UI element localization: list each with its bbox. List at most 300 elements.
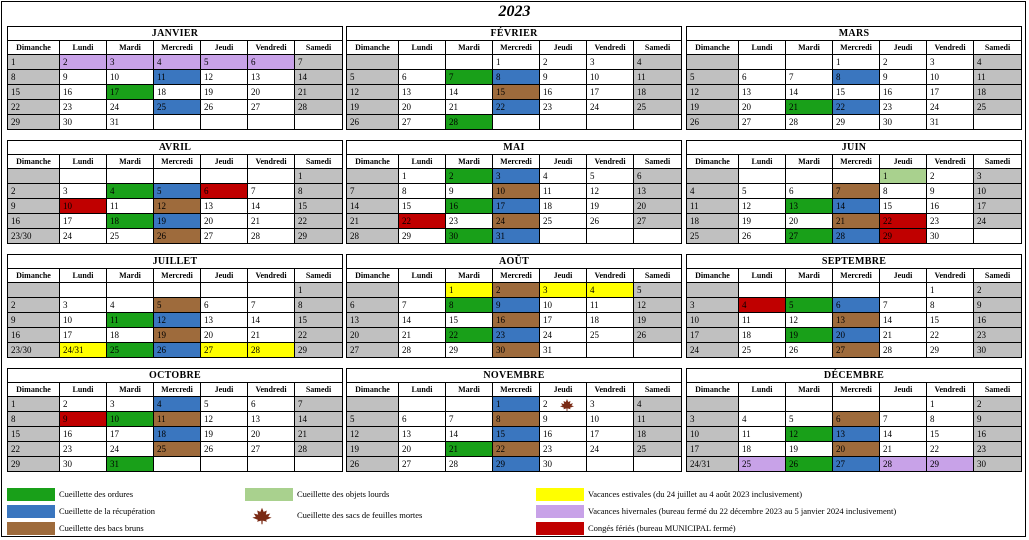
day-cell: 18 [634,427,682,442]
day-cell: 25 [634,100,682,115]
week-row [687,328,1022,343]
day-cell: 1 [493,397,540,412]
empty-cell [60,283,107,298]
day-cell: 11 [739,427,786,442]
day-cell: 24 [540,328,587,343]
weekday-header: Jeudi [201,383,248,397]
day-cell: 5 [587,169,634,184]
week-row [687,70,1022,85]
day-cell: 17 [587,85,634,100]
day-cell: 8 [295,298,343,313]
day-cell: 25 [107,229,154,244]
day-cell: 30 [446,229,493,244]
weekday-header: Jeudi [201,269,248,283]
weekday-header: Dimanche [687,383,739,397]
weekday-header: Lundi [60,269,107,283]
empty-cell [248,115,295,130]
day-cell: 18 [739,328,786,343]
day-cell: 8 [295,184,343,199]
day-cell: 7 [880,298,927,313]
weekday-header: Vendredi [927,155,974,169]
day-cell: 22 [927,442,974,457]
day-cell: 12 [587,184,634,199]
day-cell: 2 [493,283,540,298]
day-cell: 19 [587,199,634,214]
day-cell: 15 [493,85,540,100]
day-cell: 8 [833,70,880,85]
day-cell: 6 [201,298,248,313]
day-cell: 27 [739,115,786,130]
day-cell: 12 [154,199,201,214]
week-row [347,184,682,199]
week-row [8,85,343,100]
day-cell: 28 [880,343,927,358]
weekday-header: Mercredi [833,41,880,55]
week-row [8,397,343,412]
empty-cell [540,115,587,130]
day-cell: 26 [154,229,201,244]
weekday-header: Mardi [786,383,833,397]
day-cell: 16 [8,328,60,343]
empty-cell [60,169,107,184]
weekday-header: Jeudi [540,155,587,169]
day-cell: 25 [739,457,786,472]
month-title: SEPTEMBRE [687,255,1022,269]
week-row [687,412,1022,427]
day-cell: 19 [347,442,399,457]
empty-cell [347,169,399,184]
day-cell: 2 [974,283,1022,298]
day-cell: 28 [248,343,295,358]
day-cell: 3 [927,55,974,70]
day-cell: 21 [248,214,295,229]
day-cell: 12 [739,199,786,214]
weekday-header: Lundi [739,383,786,397]
day-cell: 17 [687,328,739,343]
legend-label: Cueillette des bacs bruns [59,523,144,533]
day-cell: 30 [974,457,1022,472]
day-cell: 11 [540,184,587,199]
day-cell: 26 [201,100,248,115]
day-cell: 13 [399,427,446,442]
empty-cell [587,457,634,472]
weekday-header: Vendredi [587,383,634,397]
empty-cell [493,115,540,130]
day-cell: 24 [927,100,974,115]
weekday-header: Mardi [786,41,833,55]
empty-cell [739,55,786,70]
day-cell: 16 [60,85,107,100]
day-cell: 19 [154,214,201,229]
empty-cell [540,229,587,244]
day-cell: 9 [880,70,927,85]
month-avril [7,140,342,244]
day-cell: 10 [687,427,739,442]
day-cell: 29 [927,343,974,358]
legend-swatch [7,522,55,535]
day-cell: 13 [347,313,399,328]
day-cell: 14 [880,427,927,442]
day-cell: 18 [634,85,682,100]
day-cell: 17 [107,427,154,442]
day-cell: 29 [8,457,60,472]
day-cell: 30 [493,343,540,358]
empty-cell [201,115,248,130]
day-cell: 12 [201,70,248,85]
day-cell: 20 [833,328,880,343]
day-cell: 14 [248,199,295,214]
weekday-header: Lundi [399,383,446,397]
day-cell: 11 [739,313,786,328]
day-cell: 20 [634,199,682,214]
day-cell: 25 [687,229,739,244]
empty-cell [786,169,833,184]
day-cell: 11 [587,298,634,313]
month-mai [346,140,681,244]
day-cell: 21 [786,100,833,115]
day-cell: 1 [8,397,60,412]
day-cell: 1 [399,169,446,184]
week-row [687,85,1022,100]
day-cell: 9 [8,199,60,214]
day-cell: 26 [786,343,833,358]
day-cell: 10 [687,313,739,328]
day-cell: 22 [399,214,446,229]
day-cell: 13 [399,85,446,100]
day-cell: 14 [786,85,833,100]
day-cell: 29 [880,229,927,244]
empty-cell [587,229,634,244]
empty-cell [786,55,833,70]
empty-cell [587,343,634,358]
legend-label: Cueillette de la récupération [59,506,156,516]
day-cell: 26 [634,328,682,343]
weekday-header: Vendredi [927,269,974,283]
day-cell: 20 [347,328,399,343]
day-cell: 1 [927,397,974,412]
day-cell: 14 [295,70,343,85]
day-cell: 22 [880,214,927,229]
day-cell: 10 [60,313,107,328]
day-cell: 3 [493,169,540,184]
day-cell: 30 [540,457,587,472]
day-cell: 28 [399,343,446,358]
day-cell: 17 [107,85,154,100]
day-cell: 9 [974,412,1022,427]
day-cell: 24 [107,100,154,115]
month-fevrier [346,26,681,130]
week-row [687,214,1022,229]
day-cell: 21 [399,328,446,343]
day-cell: 2 [540,55,587,70]
day-cell: 28 [880,457,927,472]
day-cell: 6 [739,70,786,85]
day-cell: 9 [60,70,107,85]
empty-cell [8,169,60,184]
week-row [347,412,682,427]
week-row [8,442,343,457]
day-cell: 6 [399,70,446,85]
day-cell: 10 [107,70,154,85]
day-cell: 11 [154,412,201,427]
weekday-header: Lundi [60,383,107,397]
day-cell: 16 [927,199,974,214]
day-cell: 4 [107,298,154,313]
month-title: NOVEMBRE [347,369,682,383]
day-cell: 12 [154,313,201,328]
day-cell: 16 [60,427,107,442]
week-row [687,115,1022,130]
day-cell: 12 [201,412,248,427]
legend-label: Cueillette des objets lourds [297,489,390,499]
day-cell: 15 [493,427,540,442]
month-title: AVRIL [8,141,343,155]
weekday-header: Dimanche [347,41,399,55]
week-row [8,169,343,184]
day-cell: 1 [833,55,880,70]
weekday-header: Lundi [739,155,786,169]
day-cell: 24 [974,214,1022,229]
week-row [8,298,343,313]
weekday-header: Vendredi [587,269,634,283]
day-cell: 22 [8,100,60,115]
week-row [347,55,682,70]
day-cell: 14 [833,199,880,214]
day-cell: 18 [687,214,739,229]
day-cell: 23 [446,214,493,229]
weekday-header: Dimanche [687,41,739,55]
empty-cell [107,283,154,298]
week-row [347,328,682,343]
day-cell: 25 [107,343,154,358]
day-cell: 21 [248,328,295,343]
day-cell: 4 [540,169,587,184]
week-row [8,70,343,85]
day-cell: 21 [833,214,880,229]
day-cell: 30 [927,229,974,244]
day-cell: 18 [739,442,786,457]
day-cell: 3 [540,283,587,298]
empty-cell [446,397,493,412]
day-cell: 1 [493,55,540,70]
day-cell: 17 [927,85,974,100]
weekday-header: Mardi [107,383,154,397]
day-cell: 15 [295,313,343,328]
week-row [8,412,343,427]
week-row [8,343,343,358]
day-cell: 19 [347,100,399,115]
day-cell: 7 [347,184,399,199]
day-cell: 22 [8,442,60,457]
day-cell: 22 [493,100,540,115]
day-cell: 19 [786,328,833,343]
day-cell: 1 [880,169,927,184]
legend-swatch [245,488,293,501]
month-title: DÉCEMBRE [687,369,1022,383]
week-row [8,115,343,130]
day-cell: 28 [446,457,493,472]
day-cell: 6 [634,169,682,184]
weekday-header: Lundi [739,269,786,283]
day-cell: 16 [540,427,587,442]
day-cell: 13 [786,199,833,214]
day-cell: 24 [493,214,540,229]
week-row [347,169,682,184]
week-row [687,184,1022,199]
weekday-header: Mercredi [154,383,201,397]
day-cell: 24 [107,442,154,457]
day-cell: 27 [201,343,248,358]
day-cell: 5 [634,283,682,298]
weekday-header: Samedi [634,155,682,169]
week-row [8,427,343,442]
day-cell: 23 [540,100,587,115]
weekday-header: Jeudi [880,155,927,169]
day-cell: 13 [201,313,248,328]
weekday-header: Vendredi [587,155,634,169]
weekday-header: Dimanche [347,383,399,397]
day-cell: 27 [786,229,833,244]
day-cell: 4 [587,283,634,298]
day-cell: 8 [880,184,927,199]
day-cell: 22 [833,100,880,115]
day-cell: 20 [399,100,446,115]
day-cell: 14 [399,313,446,328]
empty-cell [786,397,833,412]
day-cell: 21 [347,214,399,229]
day-cell: 21 [880,442,927,457]
day-cell: 7 [248,298,295,313]
day-cell: 28 [248,229,295,244]
day-cell: 7 [880,412,927,427]
day-cell: 27 [399,457,446,472]
weekday-header: Dimanche [8,269,60,283]
weekday-header: Dimanche [687,155,739,169]
day-cell: 6 [833,412,880,427]
day-cell: 10 [587,70,634,85]
weekday-header: Jeudi [540,269,587,283]
day-cell: 9 [493,298,540,313]
legend-label: Congés fériés (bureau MUNICIPAL fermé) [588,523,736,533]
day-cell: 11 [974,70,1022,85]
day-cell: 24 [587,100,634,115]
weekday-header: Mercredi [833,269,880,283]
day-cell: 31 [540,343,587,358]
legend-swatch [536,488,584,501]
weekday-header: Jeudi [880,41,927,55]
day-cell: 3 [107,397,154,412]
day-cell: 14 [248,313,295,328]
day-cell: 28 [833,229,880,244]
day-cell: 23 [60,442,107,457]
day-cell: 17 [974,199,1022,214]
day-cell: 29 [927,457,974,472]
week-row [347,283,682,298]
day-cell: 2 [446,169,493,184]
weekday-header: Mercredi [493,155,540,169]
weekday-header: Jeudi [880,269,927,283]
day-cell: 6 [248,55,295,70]
week-row [347,298,682,313]
empty-cell [687,55,739,70]
empty-cell [248,283,295,298]
day-cell: 5 [154,298,201,313]
day-cell: 31 [927,115,974,130]
day-cell: 10 [927,70,974,85]
day-cell: 19 [786,442,833,457]
weekday-header: Mardi [446,41,493,55]
empty-cell [154,283,201,298]
empty-cell [8,283,60,298]
empty-cell [739,169,786,184]
day-cell: 1 [295,283,343,298]
day-cell: 7 [399,298,446,313]
week-row [8,100,343,115]
day-cell: 15 [399,199,446,214]
month-title: AOÛT [347,255,682,269]
empty-cell [687,169,739,184]
legend-swatch [7,505,55,518]
day-cell: 10 [587,412,634,427]
weekday-header: Mardi [786,269,833,283]
month-title: JUILLET [8,255,343,269]
day-cell: 15 [833,85,880,100]
empty-cell [347,55,399,70]
day-cell: 2 [540,397,587,412]
day-cell: 27 [833,457,880,472]
weekday-header: Lundi [739,41,786,55]
legend-swatch [536,505,584,518]
day-cell: 19 [634,313,682,328]
day-cell: 28 [786,115,833,130]
day-cell: 5 [347,70,399,85]
month-decembre [686,368,1021,472]
weekday-header: Mardi [786,155,833,169]
day-cell: 29 [833,115,880,130]
day-cell: 8 [927,412,974,427]
day-cell: 28 [446,115,493,130]
day-cell: 22 [295,214,343,229]
day-cell: 16 [974,313,1022,328]
day-cell: 3 [587,397,634,412]
day-cell: 2 [927,169,974,184]
week-row [8,55,343,70]
week-row [687,442,1022,457]
empty-cell [634,343,682,358]
day-cell: 7 [833,184,880,199]
day-cell: 18 [154,85,201,100]
day-cell: 10 [107,412,154,427]
weekday-header: Vendredi [248,155,295,169]
day-cell: 29 [295,229,343,244]
week-row [8,199,343,214]
empty-cell [880,283,927,298]
day-cell: 25 [974,100,1022,115]
weekday-header: Samedi [974,383,1022,397]
weekday-header: Jeudi [201,41,248,55]
day-cell: 22 [927,328,974,343]
day-cell: 19 [154,328,201,343]
day-cell: 5 [347,412,399,427]
day-cell: 6 [248,397,295,412]
weekday-header: Vendredi [248,41,295,55]
day-cell: 1 [8,55,60,70]
day-cell: 10 [493,184,540,199]
empty-cell [107,169,154,184]
empty-cell [833,397,880,412]
day-cell: 20 [786,214,833,229]
week-row [347,427,682,442]
